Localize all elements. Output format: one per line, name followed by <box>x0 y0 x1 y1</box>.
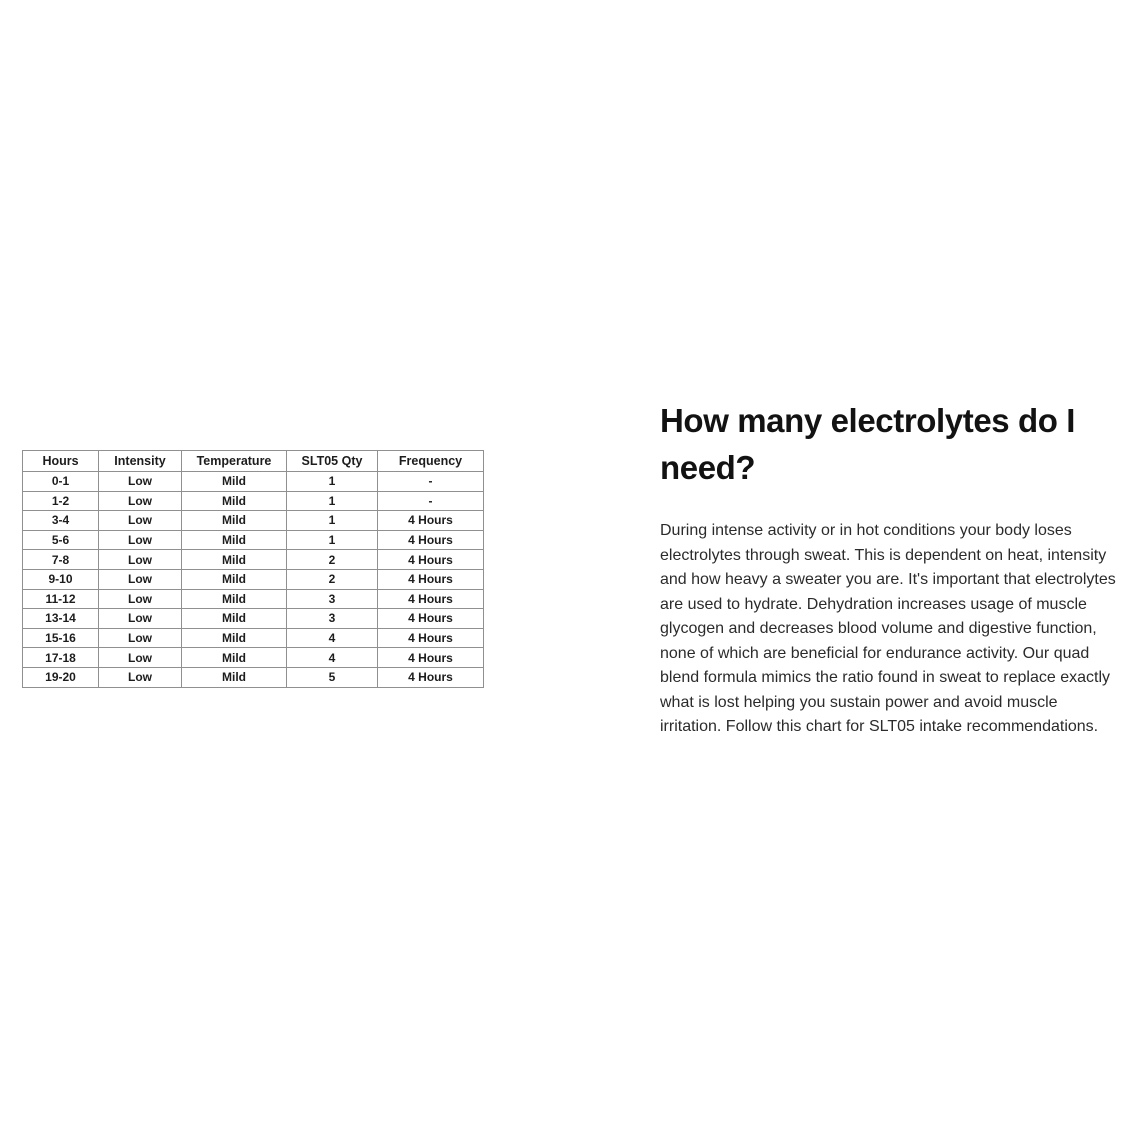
table-cell: 3 <box>287 589 378 609</box>
table-cell: Low <box>99 667 182 687</box>
table-row <box>23 589 484 609</box>
column-header-intensity: Intensity <box>99 451 182 472</box>
table-cell: Mild <box>182 589 287 609</box>
table-cell: Low <box>99 550 182 570</box>
table-cell: Low <box>99 648 182 668</box>
table-cell: 4 Hours <box>378 628 484 648</box>
table-cell: Mild <box>182 609 287 629</box>
table-cell: 4 Hours <box>378 569 484 589</box>
section-paragraph: During intense activity or in hot conditions your body loses electrolytes through sweat. This is dependent on heat, intensity and how heavy a sweater you are. It's important that electrolytes are used to hydrate. Dehydration increases usage of muscle glycogen and decreases blood volume and digestive function, none of which are beneficial for endurance activity. Our quad blend formula mimics the ratio found in sweat to replace exactly what is lost helping you sustain power and avoid muscle irritation. Follow this chart for SLT05 intake recommendations. <box>660 522 1116 735</box>
section-heading: How many electrolytes do I need? <box>660 402 1076 486</box>
table-cell: 4 Hours <box>378 667 484 687</box>
table-row <box>23 628 484 648</box>
table-cell: Low <box>99 609 182 629</box>
table-row <box>23 550 484 570</box>
table-row <box>23 472 484 492</box>
table-cell: 5 <box>287 667 378 687</box>
column-header-frequency: Frequency <box>378 451 484 472</box>
table-cell: Low <box>99 628 182 648</box>
table-row <box>23 569 484 589</box>
column-header-hours: Hours <box>23 451 99 472</box>
table-cell: 2 <box>287 550 378 570</box>
table-row <box>23 491 484 511</box>
header-row <box>23 451 484 472</box>
table-row <box>23 530 484 550</box>
table-cell: 4 Hours <box>378 589 484 609</box>
table-cell: 17-18 <box>23 648 99 668</box>
table-cell: Mild <box>182 667 287 687</box>
table-cell: Mild <box>182 511 287 531</box>
table-header <box>23 451 484 472</box>
table-cell: 15-16 <box>23 628 99 648</box>
table-cell: Mild <box>182 550 287 570</box>
table-cell: Low <box>99 511 182 531</box>
table-body <box>23 472 484 688</box>
table-cell: 1 <box>287 511 378 531</box>
intake-table-container <box>22 450 483 688</box>
table-row <box>23 609 484 629</box>
table-cell: 3 <box>287 609 378 629</box>
table-row <box>23 648 484 668</box>
table-cell: 3-4 <box>23 511 99 531</box>
table-cell: Mild <box>182 628 287 648</box>
table-cell: Mild <box>182 530 287 550</box>
table-cell: 13-14 <box>23 609 99 629</box>
table-cell: 1-2 <box>23 491 99 511</box>
table-cell: - <box>378 472 484 492</box>
table-cell: 11-12 <box>23 589 99 609</box>
table-cell: 5-6 <box>23 530 99 550</box>
table-cell: Low <box>99 491 182 511</box>
table-row <box>23 667 484 687</box>
info-section <box>660 397 1130 740</box>
table-cell: 4 Hours <box>378 530 484 550</box>
table-cell: 4 <box>287 648 378 668</box>
table-cell: Mild <box>182 472 287 492</box>
table-cell: 0-1 <box>23 472 99 492</box>
table-cell: Low <box>99 472 182 492</box>
table-cell: 19-20 <box>23 667 99 687</box>
table-cell: 4 Hours <box>378 609 484 629</box>
table-cell: Low <box>99 530 182 550</box>
table-cell: 4 Hours <box>378 511 484 531</box>
table-cell: 1 <box>287 472 378 492</box>
table-cell: 9-10 <box>23 569 99 589</box>
table-cell: 4 <box>287 628 378 648</box>
table-cell: Low <box>99 589 182 609</box>
table-cell: 1 <box>287 530 378 550</box>
table-cell: 4 Hours <box>378 550 484 570</box>
table-cell: Mild <box>182 569 287 589</box>
table-cell: 4 Hours <box>378 648 484 668</box>
table-cell: Mild <box>182 491 287 511</box>
table-cell: Mild <box>182 648 287 668</box>
table-cell: Low <box>99 569 182 589</box>
table-cell: 2 <box>287 569 378 589</box>
table-cell: 7-8 <box>23 550 99 570</box>
table-row <box>23 511 484 531</box>
column-header-temperature: Temperature <box>182 451 287 472</box>
intake-table <box>22 450 484 688</box>
table-cell: 1 <box>287 491 378 511</box>
table-cell: - <box>378 491 484 511</box>
column-header-slt05-qty: SLT05 Qty <box>287 451 378 472</box>
